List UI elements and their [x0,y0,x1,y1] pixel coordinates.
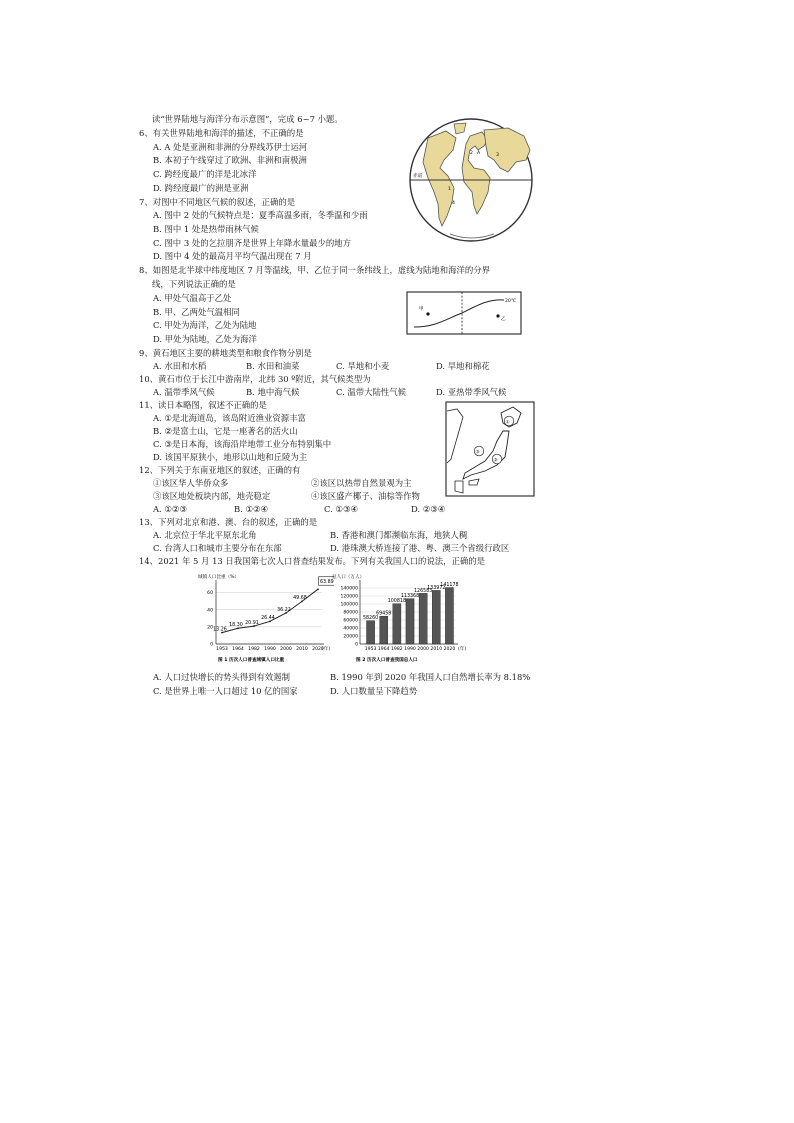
q6-option-b: B. 本初子午线穿过了欧洲、非洲和南极洲 [153,155,307,165]
chart2-value-label: 69458 [376,611,392,617]
intro-text: 读“世界陆地与海洋分布示意图”，完成 6~7 小题。 [152,114,343,124]
point-yi-label: 乙 [501,317,506,322]
q11-option-a: A. ①是北海道岛，该岛附近渔业资源丰富 [153,413,306,423]
chart1-value-label: 26.44 [261,616,275,622]
kyushu-island [455,481,463,493]
q8-option-d: D. 甲处为陆地，乙处为海洋 [153,334,257,344]
equator-label: 赤道 [413,174,423,179]
q12-item-4: ④该区盛产椰子、油棕等作物 [311,491,420,501]
chart1-xunit: (年) [322,647,331,652]
chart1-ylabel: 城镇人口比重（%） [198,575,240,580]
q14-option-d: D. 人口数量呈下降趋势 [330,686,418,696]
q7-option-d: D. 图中 4 处的最高月平均气温出现在 7 月 [153,251,312,261]
total-population-chart [326,570,472,666]
chart2-ytick: 60000 [343,618,358,624]
globe-mark-a: A [477,151,481,156]
chart1-ytick: 40 [207,608,213,614]
chart2-caption: 图 2 历次人口普查我国总人口 [356,658,418,663]
chart2-ytick: 20000 [343,634,358,640]
chart1-caption: 图 1 历次人口普查城镇人口比重 [218,658,285,663]
q12-option-b: B. ①②④ [234,504,269,514]
q13-stem: 13、下列对北京和港、澳、台的叙述，正确的是 [139,517,318,527]
chart2-value-label: 133972 [427,585,446,591]
chart1-xtick: 2000 [280,647,292,652]
q8-option-c: C. 甲处为海洋，乙处为陆地 [153,320,257,330]
q8-option-b: B. 甲、乙两处气温相同 [153,307,240,317]
q12-stem: 12、下列关于东南亚地区的叙述，正确的有 [139,465,301,475]
q12-item-3: ③该区地处板块内部，地壳稳定 [153,491,271,501]
chart2-xunit: (年) [458,647,467,652]
q9-stem: 9、黄石地区主要的耕地类型和粮食作物分别是 [139,348,312,358]
chart2-bar [393,604,401,644]
chart1-xtick: 1953 [216,647,228,652]
q11-option-c: C. ③是日本海，该海沿岸地带工业分布特别集中 [153,439,332,449]
chart1-value-label: 20.91 [245,620,259,626]
q6-option-c: C. 跨经度最广的洋是北冰洋 [153,169,257,179]
chart2-bar [380,616,388,644]
chart1-value-label: 49.68 [293,596,307,602]
chart2-xtick: 1964 [377,647,390,652]
chart2-xtick: 2020 [443,647,456,652]
q14-option-a: A. 人口过快增长的势头得到有效遏制 [153,672,290,682]
isotherm-temp-label: 20℃ [505,299,517,304]
q9-option-c: C. 旱地和小麦 [336,361,390,371]
q14-stem: 14、2021 年 5 月 13 日我国第七次人口普查结果发布。下列有关我国人口的说法，正确的是 [139,556,486,566]
q11-stem: 11、读日本略图，叙述不正确的是 [139,400,267,410]
chart2-xtick: 1990 [404,647,416,652]
q11-option-b: B. ②是富士山，它是一座著名的活火山 [153,426,298,436]
chart2-xtick: 2010 [430,647,443,652]
point-jia-label: 甲 [419,307,424,312]
chart2-value-label: 58260 [362,616,379,622]
japan-map [445,401,535,497]
q12-option-c: C. ①③④ [324,504,358,514]
urban-population-chart [196,570,334,666]
q14-option-c: C. 是世界上唯一人口超过 10 亿的国家 [153,686,298,696]
q6-option-d: D. 跨经度最广的洲是亚洲 [153,183,249,193]
q8-option-a: A. 甲处气温高于乙处 [153,293,232,303]
q10-option-d: D. 亚热带季风气候 [436,387,507,397]
q12-option-d: D. ②③④ [411,504,446,514]
chart2-bar [445,588,453,644]
q12-item-1: ①该区华人华侨众多 [153,478,229,488]
chart2-ytick: 120000 [340,594,358,600]
chart1-xtick: 1990 [264,647,276,652]
chart2-xtick: 1953 [364,647,377,652]
q9-option-a: A. 水田和水稻 [153,361,207,371]
chart1-value-label: 18.30 [229,623,243,629]
chart2-ytick: 140000 [340,586,358,592]
q13-option-c: C. 台湾人口和城市主要分布在东部 [153,543,282,553]
chart1-ytick: 60 [207,591,213,597]
japan-mark-3: ③ [475,450,480,456]
chart1-ytick: 0 [210,642,213,648]
japan-mark-1: ① [505,420,510,426]
chart1-value-label: 63.89 [320,580,334,586]
point-jia-dot [426,312,429,315]
q7-option-a: A. 图中 2 处的气候特点是：夏季高温多雨，冬季温和少雨 [153,210,368,220]
q13-option-b: B. 香港和澳门都濒临东海，地狭人稠 [330,530,468,540]
q7-option-c: C. 图中 3 处的乞拉朋齐是世界上年降水量最少的地方 [153,238,351,248]
q7-option-b: B. 图中 1 处是热带雨林气候 [153,224,259,234]
q9-option-d: D. 旱地和棉花 [436,361,490,371]
q6-stem: 6、有关世界陆地和海洋的描述，不正确的是 [139,128,304,138]
q13-option-d: D. 港珠澳大桥连接了港、粤、澳三个省级行政区 [330,543,510,553]
isotherm-diagram [406,291,522,335]
chart2-ytick: 100000 [340,602,358,608]
chart1-point [317,588,319,590]
chart1-xtick: 1982 [248,647,260,652]
chart2-xtick: 1982 [391,647,403,652]
q14-option-b: B. 1990 年到 2020 年我国人口自然增长率为 8.18% [330,672,531,682]
q10-option-a: A. 温带季风气候 [153,387,215,397]
chart2-value-label: 100818 [387,599,407,605]
q8-stem-line2: 线，下列说法正确的是 [152,279,236,289]
q6-option-a: A. A 处是亚洲和非洲的分界线苏伊士运河 [153,142,308,152]
japan-mark-2: ② [493,458,498,464]
chart1-xtick: 2020 [312,647,324,652]
world-globe-map [404,116,538,244]
globe-mark-2: 2 [470,151,473,156]
chart2-ytick: 40000 [343,626,358,632]
chart2-value-label: 113368 [400,594,420,600]
chart2-ytick: 0 [355,642,358,648]
q12-item-2: ②该区以热带自然景观为主 [311,478,412,488]
chart2-bar [406,599,414,644]
q11-option-d: D. 该国平原狭小，地形以山地和丘陵为主 [153,452,308,462]
chart2-bar [432,590,440,644]
chart2-value-label: 126583 [413,588,433,594]
chart2-ylabel: 总人口（万人） [332,575,365,580]
point-yi-dot [496,314,499,317]
globe-mark-4: 4 [452,201,455,206]
globe-mark-1: 1 [448,187,451,192]
chart2-xtick: 2000 [417,647,429,652]
chart2-ytick: 80000 [343,610,358,616]
chart1-value-label: 13.26 [213,627,227,633]
chart1-value-label: 36.22 [277,607,291,613]
chart1-ytick: 20 [207,625,213,631]
chart1-xtick: 2010 [296,647,308,652]
q13-option-a: A. 北京位于华北平原东北角 [153,530,257,540]
q12-option-a: A. ①②③ [153,504,187,514]
q8-stem-line1: 8、如图是北半球中纬度地区 7 月等温线，甲、乙位于同一条纬线上，虚线为陆地和海洋的分界 [139,265,490,275]
q7-stem: 7、对图中不同地区气候的叙述，正确的是 [139,197,296,207]
chart1-xtick: 1964 [232,647,244,652]
q9-option-b: B. 水田和油菜 [246,361,300,371]
chart2-bar [419,593,427,644]
q10-option-c: C. 温带大陆性气候 [336,387,407,397]
q10-stem: 10、黄石市位于长江中游南岸，北纬 30 º附近，其气候类型为 [139,374,371,384]
chart2-value-label: 141178 [440,583,459,589]
globe-mark-3: 3 [496,153,499,158]
q10-option-b: B. 地中海气候 [246,387,300,397]
chart2-bar [366,621,374,644]
